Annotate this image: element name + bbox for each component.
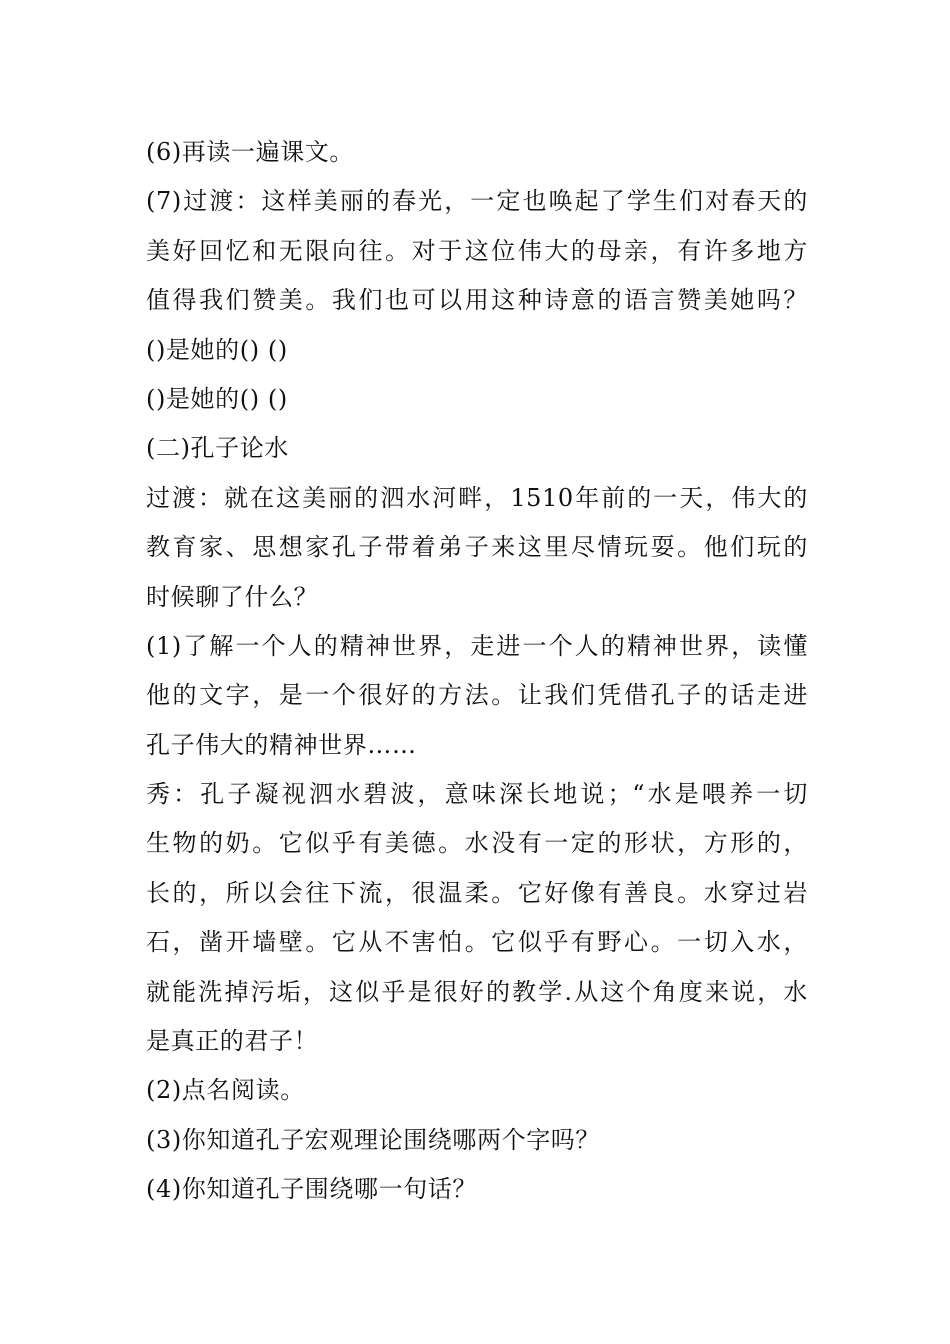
text-line-3: 美好回忆和无限向往。对于这位伟大的母亲，有许多地方 — [146, 236, 808, 265]
text-line-9: 教育家、思想家孔子带着弟子来这里尽情玩耍。他们玩的 — [146, 533, 808, 562]
text-line-13: 孔子伟大的精神世界…… — [146, 730, 417, 759]
text-line-8: 过渡：就在这美丽的泗水河畔，1510年前的一天，伟大的 — [146, 483, 808, 512]
text-line-18: 就能洗掉污垢，这似乎是很好的教学.从这个角度来说，水 — [146, 977, 808, 1006]
text-line-1: (6)再读一遍课文。 — [146, 138, 354, 166]
text-line-11: (1)了解一个人的精神世界，走进一个人的精神世界，读懂 — [146, 631, 808, 660]
text-line-5: ()是她的() () — [146, 335, 288, 364]
text-line-10: 时候聊了什么？ — [146, 582, 319, 611]
text-line-6: ()是她的() () — [146, 384, 288, 413]
text-line-4: 值得我们赞美。我们也可以用这种诗意的语言赞美她吗？ — [146, 286, 808, 315]
text-line-21: (3)你知道孔子宏观理论围绕哪两个字吗？ — [146, 1125, 600, 1154]
text-line-22: (4)你知道孔子围绕哪一句话？ — [146, 1175, 477, 1204]
text-line-19: 是真正的君子！ — [146, 1027, 319, 1056]
text-line-14: 秀：孔子凝视泗水碧波，意味深长地说；“水是喂养一切 — [146, 780, 808, 809]
document-page — [146, 128, 808, 1215]
text-line-2: (7)过渡：这样美丽的春光，一定也唤起了学生们对春天的 — [146, 187, 808, 216]
section-heading: (二)孔子论水 — [146, 434, 289, 463]
text-line-15: 生物的奶。它似乎有美德。水没有一定的形状，方形的， — [146, 829, 808, 858]
text-line-16: 长的，所以会往下流，很温柔。它好像有善良。水穿过岩 — [146, 878, 808, 907]
text-line-12: 他的文字，是一个很好的方法。让我们凭借孔子的话走进 — [146, 681, 808, 710]
text-line-20: (2)点名阅读。 — [146, 1076, 305, 1105]
text-line-17: 石，凿开墙壁。它从不害怕。它似乎有野心。一切入水， — [146, 928, 808, 957]
